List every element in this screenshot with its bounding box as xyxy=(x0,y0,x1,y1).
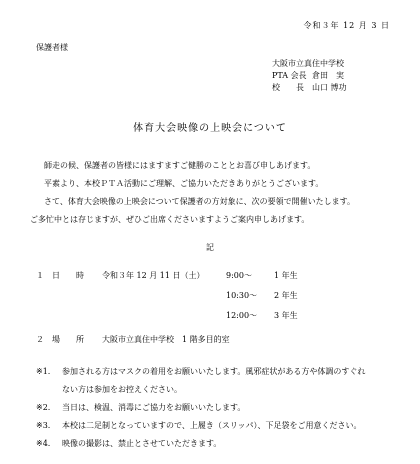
item-label: 日 時 xyxy=(52,271,84,280)
body-paragraph: 平素より、本校ＰＴＡ活動にご理解、ご協力いただきありがとうございます。 xyxy=(44,179,324,188)
pta-role: PTA 会長 xyxy=(272,71,307,80)
item-number: １ xyxy=(36,271,44,280)
schedule-grade: 1 年生 xyxy=(274,271,298,280)
schedule-time: 12:00～ xyxy=(226,311,258,320)
pta-name: 倉田 実 xyxy=(312,71,344,80)
body-paragraph: ご多忙中とは存じますが、ぜひご出席くださいますようご案内申しあげます。 xyxy=(30,215,310,224)
schedule-row xyxy=(226,272,298,280)
body-paragraph: 師走の候、保護者の皆様にはますますご健勝のこととお喜び申しあげます。 xyxy=(44,161,316,170)
note-mark: ※1. xyxy=(36,367,51,376)
item-number: ２ xyxy=(36,335,44,344)
note-text: 参加される方はマスクの着用をお願いいたします。風邪症状がある方や体調のすぐれ xyxy=(62,367,366,376)
addressee: 保護者様 xyxy=(36,43,68,52)
note-mark: ※2. xyxy=(36,403,51,412)
note-text: 当日は、検温、消毒にご協力をお願いいたします。 xyxy=(62,403,246,412)
document-title: 体育大会映像の上映会について xyxy=(133,123,287,134)
principal-name: 山口 博功 xyxy=(312,83,347,92)
schedule-row xyxy=(226,312,298,320)
document-date: 令和３年 12 月 3 日 xyxy=(303,21,390,30)
ki-heading: 記 xyxy=(206,243,214,252)
place-value: 大阪市立真住中学校 1 階多目的室 xyxy=(102,335,230,344)
note-text: 映像の撮影は、禁止とさせていただきます。 xyxy=(62,439,222,448)
note-mark: ※3. xyxy=(36,421,51,430)
schedule-grade: 2 年生 xyxy=(274,291,298,300)
principal-role: 校 長 xyxy=(272,83,304,92)
schedule-time: 9:00～ xyxy=(226,271,252,280)
sender-school: 大阪市立真住中学校 xyxy=(272,59,344,68)
sender-block xyxy=(272,60,392,96)
note-text: ない方は参加をお控えください。 xyxy=(62,385,182,394)
note-text: 本校は二足制となっていますので、上履き（スリッパ）、下足袋をご用意ください。 xyxy=(62,421,362,430)
schedule-row xyxy=(226,292,298,300)
item-label: 場 所 xyxy=(52,335,84,344)
note-mark: ※4. xyxy=(36,439,51,448)
item-date: 令和３年 12 月 11 日（土） xyxy=(102,271,205,280)
body-paragraph: さて、体育大会映像の上映会について保護者の方対象に、次の要領で開催いたします。 xyxy=(44,197,356,206)
schedule-grade: 3 年生 xyxy=(274,311,298,320)
schedule-time: 10:30～ xyxy=(226,291,258,300)
